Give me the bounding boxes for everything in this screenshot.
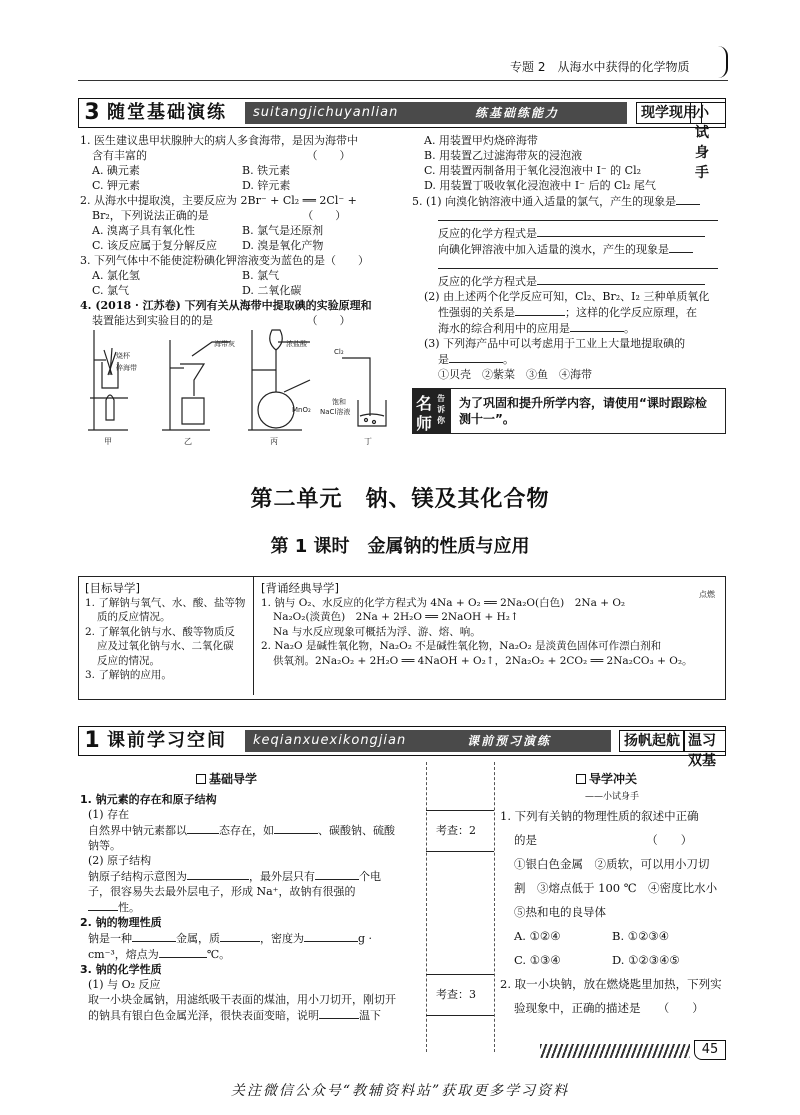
figure-label: 碎海带 [116, 364, 137, 372]
page-number: 45 [694, 1040, 726, 1060]
goal-item: 质的反应情况。 [97, 611, 171, 623]
tag-learn-use: 现学现用 [636, 102, 702, 124]
margin-note: 考查：3 [436, 988, 476, 1001]
answer-blank [438, 257, 718, 269]
basics-text: 温下 [359, 1009, 381, 1022]
option: C. 该反应属于复分解反应 [92, 239, 218, 252]
basics-text: 、碳酸钠、硫酸 [318, 824, 395, 837]
answer-blank [132, 930, 176, 942]
basics-text: 钠原子结构示意图为 [88, 870, 187, 883]
option: A. ①②④ [514, 929, 561, 943]
section-slogan: 练基础练能力 [475, 106, 560, 120]
subsection-title: 3. 钠的化学性质 [80, 963, 162, 976]
answer-blank [220, 930, 260, 942]
footer-note: 关注微信公众号“教辅资料站”获取更多学习资料 [230, 1083, 570, 1099]
question-text: 海水的综合利用中的应用是 [438, 322, 570, 335]
basics-text: 态存在，如 [219, 824, 274, 837]
tag-try: 小试身手 [690, 102, 725, 124]
basics-heading [196, 770, 257, 787]
apparatus-jia [88, 330, 128, 430]
answer-blank [669, 241, 693, 253]
tag-set-sail: 扬帆起航 [619, 730, 685, 752]
option: D. 溴是氧化产物 [242, 239, 324, 252]
answer-blank [438, 209, 718, 221]
figure-label: MnO₂ [292, 406, 311, 414]
badge-small: 告诉你 [437, 394, 445, 425]
option-list: ①贝壳 ②紫菜 ③鱼 ④海带 [438, 368, 592, 381]
option: C. 氯气 [92, 284, 130, 297]
option: D. 锌元素 [242, 179, 291, 192]
figure-caption: 甲 [104, 437, 112, 446]
question-text: 2. 从海水中提取溴，主要反应为 2Br⁻ + Cl₂ ══ 2Cl⁻ + [80, 194, 357, 207]
basics-line: (2) 原子结构 [88, 854, 152, 867]
basics-text: 钠是一种 [88, 932, 132, 945]
guide-heading-text: 导学冲关 [589, 772, 638, 786]
answer-blank [88, 899, 118, 911]
option: A. 溴离子具有氧化性 [92, 224, 195, 237]
option: D. ①②③④⑤ [612, 953, 680, 967]
option: B. 氯气 [242, 269, 280, 282]
guide-line: ①银白色金属 ②质软，可以用小刀切 [514, 857, 710, 871]
goal-item: 应及过氧化钠与水、二氧化碳 [97, 640, 234, 652]
guide-line: ⑤热和电的良导体 [514, 905, 606, 919]
classic-line: 供氧剂。2Na₂O₂ + 2H₂O ══ 4NaOH + O₂↑，2Na₂O₂ + 2CO₂ ══ 2Na₂CO₃ + O₂。 [273, 654, 693, 667]
figure-caption: 丁 [364, 437, 372, 446]
answer-blank [315, 868, 359, 880]
figure-label: NaCl溶液 [320, 408, 351, 416]
option: B. 氯气是还原剂 [242, 224, 324, 237]
section-number: 3 [84, 100, 100, 125]
classic-line: 2. Na₂O 是碱性氧化物，Na₂O₂ 不是碱性氧化物，Na₂O₂ 是淡黄色固体可作漂白剂和 [261, 640, 662, 652]
goal-item: 3. 了解钠的应用。 [85, 669, 172, 681]
tag-review: 温习双基 [683, 730, 725, 752]
answer-blank [187, 868, 249, 880]
guide-subheading: ——小试身手 [584, 792, 639, 802]
section-slogan: 课前预习演练 [467, 734, 552, 748]
question-text: 1. 医生建议患甲状腺肿大的病人多食海带，是因为海带中 [80, 134, 358, 147]
goals-box [78, 576, 726, 700]
section-number: 1 [84, 728, 100, 753]
option: B. 铁元素 [242, 164, 291, 177]
header-rule [78, 80, 728, 81]
basics-text: g · [358, 932, 373, 945]
answer-blank [537, 273, 705, 285]
question-text: 3. 下列气体中不能使淀粉碘化钾溶液变为蓝色的是（ ） [80, 254, 369, 267]
basics-line: 子，很容易失去最外层电子，形成 Na⁺，故钠有很强的 [88, 885, 356, 898]
figure-caption: 丙 [270, 437, 278, 446]
basics-text: 金属，质 [176, 932, 220, 945]
answer-blank [159, 946, 207, 958]
answer-blank [449, 351, 503, 363]
question-text: 。 [503, 353, 514, 366]
option: C. 用装置丙制备用于氧化浸泡液中 I⁻ 的 Cl₂ [424, 164, 642, 177]
classic-line: Na₂O₂(淡黄色) 2Na + 2H₂O ══ 2NaOH + H₂↑ [273, 611, 519, 623]
answer-blank [304, 930, 358, 942]
section-title: 随堂基础演练 [107, 102, 227, 123]
guide-heading [576, 770, 637, 787]
question-text: (3) 下列海产品中可以考虑用于工业上大量地提取碘的 [424, 337, 686, 350]
teacher-badge [413, 389, 451, 433]
option: C. 钾元素 [92, 179, 141, 192]
option: B. 用装置乙过滤海带灰的浸泡液 [424, 149, 583, 162]
practice-left-column [80, 133, 400, 328]
running-header: 专题 2 从海水中获得的化学物质 [510, 60, 690, 74]
practice-right-column [412, 133, 724, 382]
guide-line: 验现象中，正确的描述是 （ ） [514, 1001, 704, 1015]
lesson-title: 第 1 课时 金属钠的性质与应用 [270, 536, 530, 557]
classic-line: Na 与水反应现象可概括为浮、游、熔、响。 [273, 625, 481, 638]
basics-line: 钠等。 [88, 839, 121, 852]
goals-divider [253, 577, 254, 695]
answer-blank [570, 320, 624, 332]
unit-title: 第二单元 钠、镁及其化合物 [250, 487, 550, 512]
basics-text: cm⁻³，熔点为 [88, 948, 159, 961]
option: A. 用装置甲灼烧碎海带 [424, 134, 538, 147]
section-banner [245, 102, 627, 124]
answer-blank [319, 1007, 359, 1019]
guide-line: 1. 下列有关钠的物理性质的叙述中正确 [500, 809, 699, 823]
guide-line: 2. 取一小块钠，放在燃烧匙里加热，下列实 [500, 977, 722, 991]
header-curve-decoration [718, 46, 728, 78]
option: C. ①③④ [514, 953, 561, 967]
guide-line: 的是 （ ） [514, 833, 693, 847]
question-text: 反应的化学方程式是 [438, 275, 537, 288]
badge-char: 名 [416, 394, 433, 413]
basics-text: 自然界中钠元素都以 [88, 824, 187, 837]
goal-item: 反应的情况。 [97, 654, 160, 667]
badge-char: 师 [416, 414, 433, 433]
square-icon [576, 774, 586, 784]
section-pinyin: keqianxuexikongjian [253, 733, 407, 748]
basics-text: ，密度为 [260, 932, 304, 945]
question-text: 含有丰富的 （ ） [92, 149, 351, 162]
question-text: 。 [624, 322, 635, 335]
question-text: 性强弱的关系是 [438, 306, 515, 319]
goals-left [85, 581, 251, 683]
classic-right [261, 581, 721, 668]
answer-blank [274, 822, 318, 834]
question-text: 装置能达到实验目的的是 （ ） [92, 314, 351, 327]
question-text: ；这样的化学反应原理，在 [565, 306, 697, 319]
answer-blank [537, 225, 705, 237]
square-icon [196, 774, 206, 784]
question-text: 4. (2018 · 江苏卷) 下列有关从海带中提取碘的实验原理和 [80, 299, 372, 312]
margin-note: 考查：2 [436, 824, 476, 837]
basics-text: ℃。 [206, 948, 231, 961]
basics-text: 个电 [359, 870, 381, 883]
figure-label: 烧杯 [116, 352, 130, 360]
answer-blank [515, 304, 565, 316]
figure-label: 浓盐酸 [286, 340, 307, 348]
apparatus-figure [80, 320, 400, 450]
figure-label: Cl₂ [334, 348, 344, 356]
option: D. 用装置丁吸收氧化浸泡液中 I⁻ 后的 Cl₂ 尾气 [424, 179, 656, 192]
question-text: 向碘化钾溶液中加入适量的溴水，产生的现象是 [438, 243, 669, 256]
section-pinyin: suitangjichuyanlian [253, 105, 399, 120]
basics-line: (1) 存在 [88, 808, 130, 821]
section-banner [245, 730, 611, 752]
answer-blank [187, 822, 219, 834]
basics-text: 性。 [118, 901, 140, 914]
basics-text: 的钠具有银白色金属光泽，很快表面变暗，说明 [88, 1009, 319, 1022]
teacher-tip-text: 为了巩固和提升所学内容，请使用“课时跟踪检测十一”。 [459, 396, 707, 426]
basics-column [80, 792, 420, 1023]
basics-line: (1) 与 O₂ 反应 [88, 978, 161, 991]
condition-ignite: 点燃 [699, 589, 715, 599]
option: A. 碘元素 [92, 164, 140, 177]
subsection-title: 1. 钠元素的存在和原子结构 [80, 793, 217, 806]
goals-heading: [目标导学] [85, 581, 140, 595]
apparatus-yi [162, 340, 230, 430]
goal-item: 1. 了解钠与氧气、水、酸、盐等物 [85, 596, 246, 609]
question-text: 5. (1) 向溴化钠溶液中通入适量的氯气，产生的现象是 [412, 195, 677, 208]
figure-label: 海带灰 [214, 340, 235, 348]
basics-text: ，最外层只有 [249, 870, 315, 883]
question-text: 反应的化学方程式是 [438, 227, 537, 240]
goal-item: 2. 了解氧化钠与水、酸等物质反 [85, 625, 235, 638]
figure-label: 饱和 [332, 398, 346, 406]
section-title: 课前学习空间 [107, 730, 227, 751]
answer-blank [676, 193, 700, 205]
subsection-title: 2. 钠的物理性质 [80, 916, 162, 929]
basics-line: 取一小块金属钠，用滤纸吸干表面的煤油，用小刀切开，刚切开 [88, 993, 396, 1006]
question-text: (2) 由上述两个化学反应可知，Cl₂、Br₂、I₂ 三种单质氧化 [424, 290, 710, 303]
option: A. 氯化氢 [92, 269, 140, 282]
teacher-tip-box [412, 388, 726, 434]
dotted-divider [494, 762, 495, 1052]
figure-caption: 乙 [184, 437, 192, 446]
page-number-strip [540, 1044, 690, 1058]
basics-heading-text: 基础导学 [209, 772, 258, 786]
question-text: 是 [438, 353, 449, 366]
option: B. ①②③④ [612, 929, 670, 943]
guide-column [500, 790, 724, 1020]
classic-line: 1. 钠与 O₂、水反应的化学方程式为 4Na + O₂ ══ 2Na₂O(白色) 2Na + O₂ [261, 596, 626, 609]
classic-heading: [背诵经典导学] [261, 581, 339, 595]
option: D. 二氧化碳 [242, 284, 302, 297]
guide-line: 割 ③熔点低于 100 ℃ ④密度比水小 [514, 881, 718, 895]
question-text: Br₂，下列说法正确的是 （ ） [92, 209, 347, 222]
section-bar-preview [78, 726, 726, 769]
